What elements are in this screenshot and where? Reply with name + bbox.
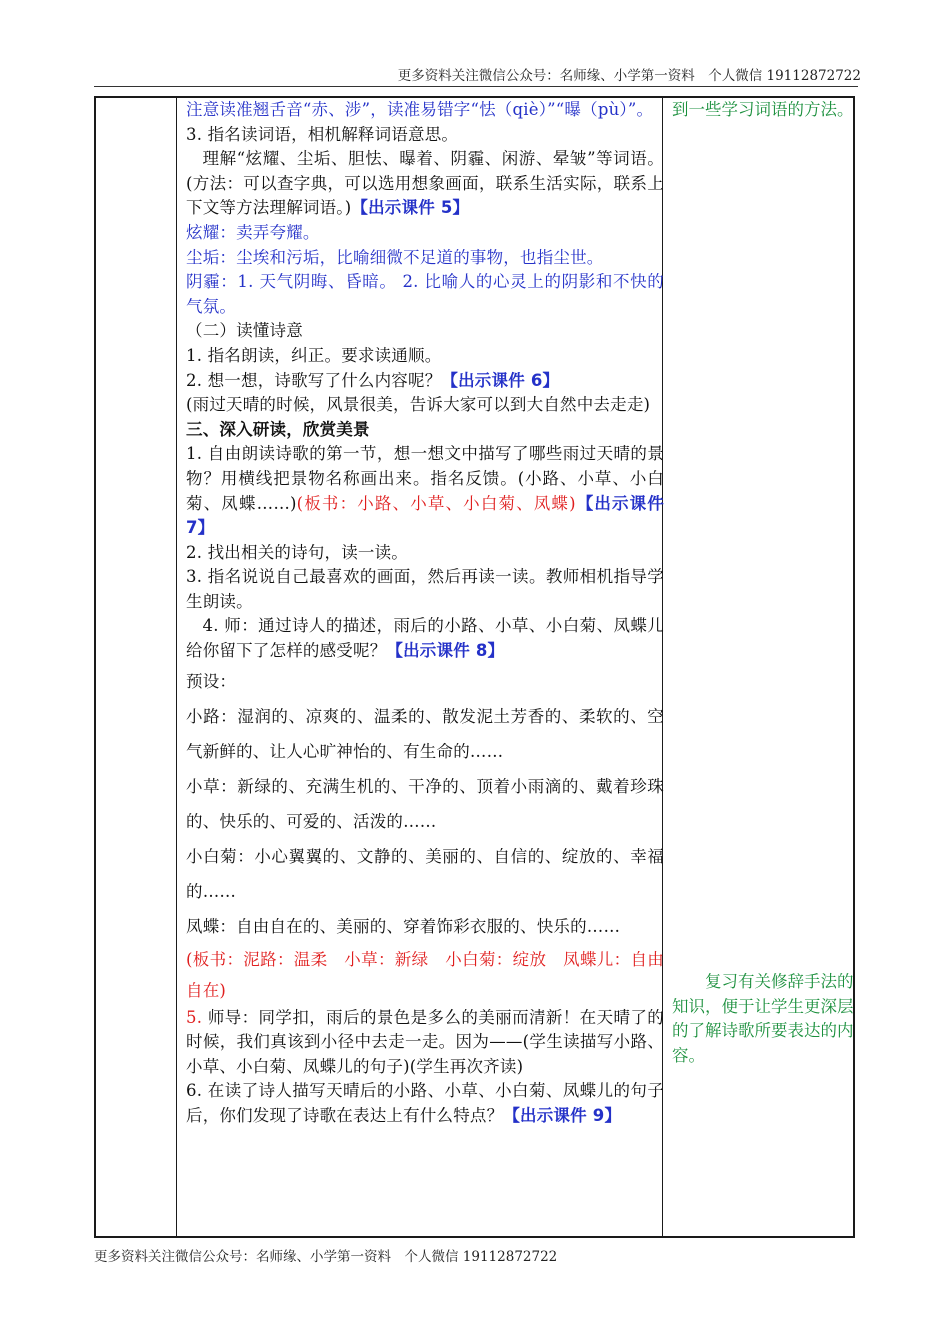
step-2-think-text: 2. 想一想，诗歌写了什么内容呢？ bbox=[186, 370, 442, 390]
section-3-heading: 三、深入研读，欣赏美景 bbox=[186, 419, 370, 439]
poem-summary: (雨过天晴的时候，风景很美，告诉大家可以到大自然中去走走) bbox=[186, 395, 651, 415]
step-1-free-reading bbox=[186, 442, 664, 540]
section-2-heading: （二）读懂诗意 bbox=[186, 321, 303, 341]
step-6-features-text: 6. 在读了诗人描写天晴后的小路、小草、小白菊、凤蝶儿的句子后，你们发现了诗歌在表达上有什么特点？ bbox=[186, 1081, 664, 1126]
preset-daisy: 小白菊：小心翼翼的、文静的、美丽的、自信的、绽放的、幸福的…… bbox=[186, 846, 664, 901]
word-understanding bbox=[186, 147, 664, 221]
def-chengou: 尘垢：尘埃和污垢，比喻细微不足道的事物，也指尘世。 bbox=[186, 247, 604, 267]
side-note-1: 到一些学习词语的方法。 bbox=[672, 100, 854, 119]
header-rule bbox=[94, 86, 858, 87]
word-understanding-text: 理解“炫耀、尘垢、胆怯、曝着、阴霾、闲游、晕皱”等词语。(方法：可以查字典，可以选用想象画面，联系生活实际，联系上下文等方法理解词语。) bbox=[186, 149, 664, 218]
courseware-8: 【出示课件 8】 bbox=[386, 641, 505, 661]
def-xuanyao: 炫耀：卖弄夸耀。 bbox=[186, 222, 320, 242]
step-4-feelings-text: 4. 师：通过诗人的描述，雨后的小路、小草、小白菊、凤蝶儿给你留下了怎样的感受呢？ bbox=[186, 616, 664, 661]
courseware-9: 【出示课件 9】 bbox=[503, 1106, 622, 1126]
step-5-number: 5. bbox=[186, 1007, 203, 1027]
courseware-5: 【出示课件 5】 bbox=[351, 198, 470, 218]
preset-path: 小路：湿润的、凉爽的、温柔的、散发泥土芳香的、柔软的、空气新鲜的、让人心旷神怡的、有生命的…… bbox=[186, 706, 664, 761]
step-2-find-lines: 2. 找出相关的诗句，读一读。 bbox=[186, 542, 408, 562]
step-1-read-aloud: 1. 指名朗读，纠正。要求读通顺。 bbox=[186, 345, 442, 365]
lesson-table bbox=[94, 96, 855, 1238]
footer-note: 更多资料关注微信公众号：名师缘、小学第一资料 个人微信 19112872722 bbox=[94, 1249, 558, 1265]
step-3-favorite-scene: 3. 指名说说自己最喜欢的画面，然后再读一读。教师相机指导学生朗读。 bbox=[186, 567, 664, 611]
pronunciation-note: 注意读准翘舌音“赤、涉”，读准易错字“怯（qiè）”“曝（pù）”。 bbox=[186, 100, 654, 119]
lesson-content bbox=[186, 98, 664, 1129]
courseware-7: 【出示课件 7】 bbox=[186, 493, 665, 538]
column-divider-1 bbox=[176, 98, 177, 1236]
step-2-think bbox=[186, 369, 664, 394]
step-3-read-words: 3. 指名读词语，相机解释词语意思。 bbox=[186, 124, 459, 144]
step-5-guide bbox=[186, 1006, 664, 1080]
preset-grass: 小草：新绿的、充满生机的、干净的、顶着小雨滴的、戴着珍珠的、快乐的、可爱的、活泼的…… bbox=[186, 776, 664, 831]
step-4-feelings bbox=[186, 614, 664, 663]
side-note-2: 复习有关修辞手法的知识，便于让学生更深层的了解诗歌所要表达的内容。 bbox=[672, 972, 854, 1065]
step-5-guide-text: 师导：同学扣，雨后的景色是多么的美丽而清新！在天晴了的时候，我们真该到小径中去走一走。因为——(学生读描写小路、小草、小白菊、凤蝶儿的句子)(学生再次齐读) bbox=[186, 1007, 664, 1076]
courseware-6: 【出示课件 6】 bbox=[441, 370, 560, 390]
header-note: 更多资料关注微信公众号：名师缘、小学第一资料 个人微信 19112872722 bbox=[397, 68, 861, 84]
step-6-features bbox=[186, 1079, 664, 1128]
board-writing-2: (板书：泥路：温柔 小草：新绿 小白菊：绽放 凤蝶儿：自由自在) bbox=[186, 949, 664, 1000]
def-yinmai: 阴霾：1. 天气阴晦、昏暗。 2. 比喻人的心灵上的阴影和不快的气氛。 bbox=[186, 272, 664, 316]
preset-label: 预设： bbox=[186, 671, 237, 691]
board-writing-1: (板书：小路、小草、小白菊、凤蝶) bbox=[296, 493, 576, 513]
preset-butterfly: 凤蝶：自由自在的、美丽的、穿着饰彩衣服的、快乐的…… bbox=[186, 916, 621, 936]
step-1-free-reading-text: 1. 自由朗读诗歌的第一节，想一想文中描写了哪些雨过天晴的景物？用横线把景物名称画出来。指名反馈。(小路、小草、小白菊、凤蝶……) bbox=[186, 444, 664, 513]
